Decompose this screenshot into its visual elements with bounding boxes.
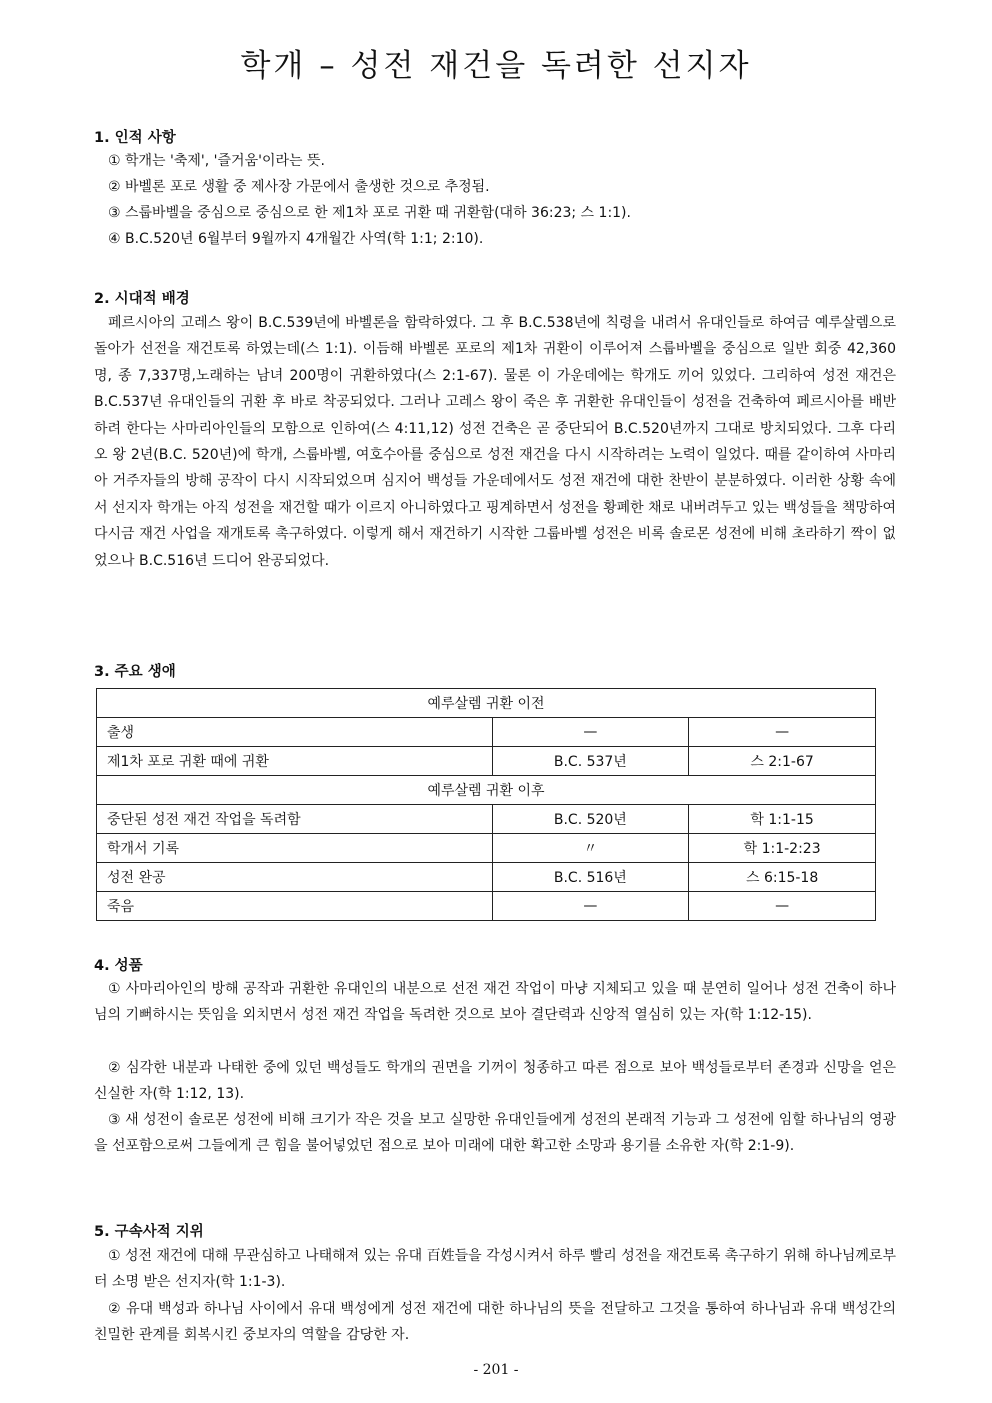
table-group-header-row [97, 689, 876, 718]
event-cell: 제1차 포로 귀환 때에 귀환 [97, 747, 493, 776]
section-heading-historical-background: 2. 시대적 배경 [94, 291, 190, 307]
reference-cell: — [689, 892, 876, 921]
list-item: ② 바벨론 포로 생활 중 제사장 가문에서 출생한 것으로 추정됨. [108, 179, 490, 195]
page-title: 학개 – 성전 재건을 독려한 선지자 [240, 48, 752, 84]
historical-background-paragraph: 페르시아의 고레스 왕이 B.C.539년에 바벨론을 함락하였다. 그 후 B.C.538년에 칙령을 내려서 유대인들로 하여금 예루살렘으로 돌아가 선전을 재건토록 하였는데(스 1:1). 이듬해 바벨론 포로의 제1차 귀환이 이루어져 스룹바벨을 중심으로 일반 회중 42,360명, 종 7,337명,노래하는 남녀 200명이 귀환하였다(스 2:1-67). 물론 이 가운데에는 학개도 끼어 있었다. 그리하여 성전 재건은 B.C.537년 유대인들의 귀환 후 바로 착공되었다. 그러나 고레스 왕이 죽은 후 귀환한 유대인들이 성전을 건축하여 페르시아를 배반하려 한다는 사마리아인들의 모함으로 인하여(스 4:11,12) 성전 건축은 곧 중단되어 B.C.520년까지 그대로 방치되었다. 그후 다리오 왕 2년(B.C. 520년)에 학개, 스룹바벨, 여호수아를 중심으로 성전 재건을 다시 시작하려는 노력이 일었다. 때를 같이하여 사마리아 거주자들의 방해 공작이 다시 시작되었으며 심지어 백성들 가운데에서도 성전 재건에 대한 찬반이 분분하였다. 이러한 상황 속에서 선지자 학개는 아직 성전을 재건할 때가 이르지 아니하였다고 핑계하면서 성전을 황폐한 채로 내버려두고 있는 백성들을 책망하여 다시금 재건 사업을 재개토록 촉구하였다. 이렇게 해서 재건하기 시작한 그룹바벨 성전은 비록 솔로몬 성전에 비해 초라하기 짝이 없었으나 B.C.516년 드디어 완공되었다. [94, 315, 896, 569]
redemptive-status-paragraph: ① 성전 재건에 대해 무관심하고 나태해져 있는 유대 百姓들을 각성시켜서 하루 빨리 성전을 재건토록 촉구하기 위해 하나님께로부터 소명 받은 선지자(학 1:1-3). [94, 1248, 896, 1291]
group-header: 예루살렘 귀환 이전 [97, 689, 876, 718]
table-row [97, 834, 876, 863]
date-cell: B.C. 537년 [492, 747, 689, 776]
reference-cell: 스 2:1-67 [689, 747, 876, 776]
section-heading-redemptive-status: 5. 구속사적 지위 [94, 1224, 204, 1240]
date-cell: B.C. 520년 [492, 805, 689, 834]
event-cell: 출생 [97, 718, 493, 747]
reference-cell: 학 1:1-15 [689, 805, 876, 834]
event-cell: 중단된 성전 재건 작업을 독려함 [97, 805, 493, 834]
character-paragraph: ① 사마리아인의 방해 공작과 귀환한 유대인의 내분으로 선전 재건 작업이 마냥 지체되고 있을 때 분연히 일어나 성전 건축이 하나님의 기뻐하시는 뜻임을 외치면서 성전 재건 작업을 독려한 것으로 보아 결단력과 신앙적 열심히 있는 자(학 1:12-15). [94, 981, 896, 1024]
reference-cell: — [689, 718, 876, 747]
section-heading-character: 4. 성품 [94, 958, 143, 974]
reference-cell: 스 6:15-18 [689, 863, 876, 892]
table-row [97, 892, 876, 921]
life-events-table [96, 688, 876, 921]
event-cell: 죽음 [97, 892, 493, 921]
table-row [97, 718, 876, 747]
table-row [97, 805, 876, 834]
character-paragraph: ③ 새 성전이 솔로몬 성전에 비해 크기가 작은 것을 보고 실망한 유대인들에게 성전의 본래적 기능과 그 성전에 임할 하나님의 영광을 선포함으로써 그들에게 큰 힘을 불어넣었던 점으로 보아 미래에 대한 확고한 소망과 용기를 소유한 자(학 2:1-9). [94, 1112, 896, 1155]
table-row [97, 863, 876, 892]
date-cell: 〃 [492, 834, 689, 863]
list-item: ① 학개는 '축제', '즐거움'이라는 뜻. [108, 153, 325, 169]
page-number: - 201 - [473, 1362, 519, 1378]
redemptive-status-paragraph: ② 유대 백성과 하나님 사이에서 유대 백성에게 성전 재건에 대한 하나님의 뜻을 전달하고 그것을 통하여 하나님과 유대 백성간의 친밀한 관계를 회복시킨 중보자의 역할을 감당한 자. [94, 1301, 896, 1344]
group-header: 예루살렘 귀환 이후 [97, 776, 876, 805]
personal-info-list [108, 148, 631, 252]
date-cell: B.C. 516년 [492, 863, 689, 892]
section-heading-major-life: 3. 주요 생애 [94, 664, 176, 680]
character-paragraph: ② 심각한 내분과 나태한 중에 있던 백성들도 학개의 권면을 기꺼이 청종하고 따른 점으로 보아 백성들로부터 존경과 신망을 얻은 신실한 자(학 1:12, 13). [94, 1060, 896, 1103]
event-cell: 학개서 기록 [97, 834, 493, 863]
event-cell: 성전 완공 [97, 863, 493, 892]
date-cell: — [492, 718, 689, 747]
table-group-header-row [97, 776, 876, 805]
section-heading-personal-info: 1. 인적 사항 [94, 130, 176, 146]
reference-cell: 학 1:1-2:23 [689, 834, 876, 863]
list-item: ③ 스룹바벨을 중심으로 중심으로 한 제1차 포로 귀환 때 귀환함(대하 36:23; 스 1:1). [108, 205, 631, 221]
list-item: ④ B.C.520년 6월부터 9월까지 4개월간 사역(학 1:1; 2:10). [108, 231, 484, 247]
date-cell: — [492, 892, 689, 921]
table-row [97, 747, 876, 776]
